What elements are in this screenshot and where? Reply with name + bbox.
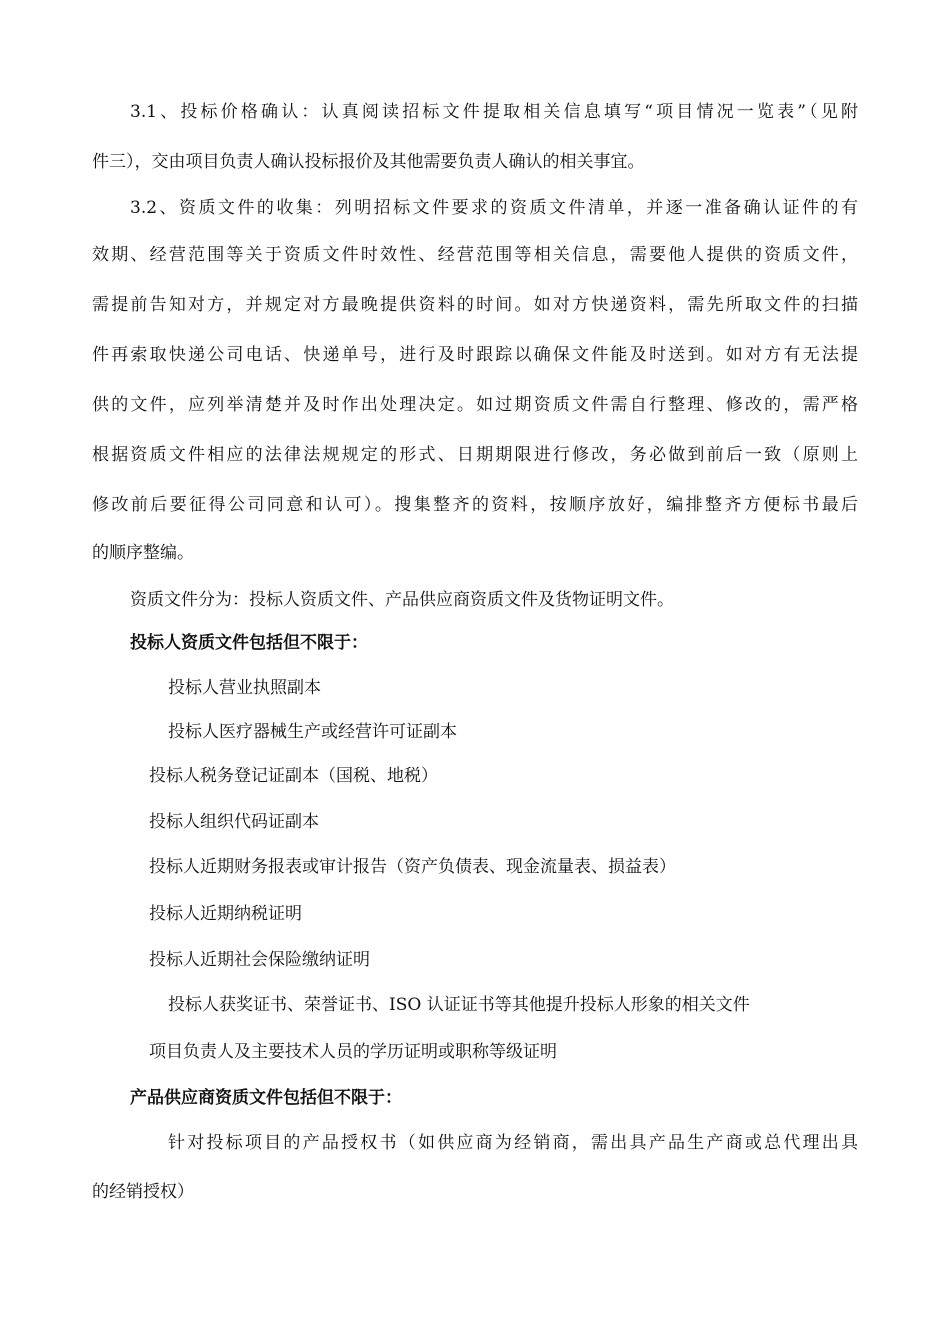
paragraph-3-2-line: 需提前告知对方，并规定对方最晚提供资料的时间。如对方快递资料，需先所取文件的扫描	[92, 295, 858, 315]
supplier-docs-heading: 产品供应商资质文件包括但不限于：	[130, 1088, 402, 1108]
bidder-doc-item: 投标人营业执照副本	[168, 678, 321, 698]
bidder-docs-heading: 投标人资质文件包括但不限于：	[130, 633, 368, 653]
paragraph-3-2-line: 3.2、资质文件的收集：列明招标文件要求的资质文件清单，并逐一准备确认证件的有	[130, 198, 858, 218]
paragraph-3-2-line: 的顺序整编。	[92, 543, 194, 563]
paragraph-3-1-line: 3.1、投标价格确认：认真阅读招标文件提取相关信息填写“项目情况一览表”（见附	[130, 102, 858, 122]
bidder-doc-item: 投标人医疗器械生产或经营许可证副本	[168, 722, 457, 742]
supplier-doc-item-line: 的经销授权）	[92, 1182, 194, 1202]
paragraph-3-2-line: 件再索取快递公司电话、快递单号，进行及时跟踪以确保文件能及时送到。如对方有无法提	[92, 345, 858, 365]
bidder-doc-item: 项目负责人及主要技术人员的学历证明或职称等级证明	[149, 1042, 557, 1062]
paragraph-3-1-line: 件三），交由项目负责人确认投标报价及其他需要负责人确认的相关事宜。	[92, 152, 645, 172]
supplier-doc-item-line: 针对投标项目的产品授权书（如供应商为经销商，需出具产品生产商或总代理出具	[168, 1133, 858, 1153]
bidder-doc-item: 投标人获奖证书、荣誉证书、ISO 认证证书等其他提升投标人形象的相关文件	[168, 995, 750, 1015]
paragraph-3-2-line: 根据资质文件相应的法律法规规定的形式、日期期限进行修改，务必做到前后一致（原则上	[92, 445, 858, 465]
bidder-doc-item: 投标人税务登记证副本（国税、地税）	[149, 766, 438, 786]
paragraph-3-2-line: 供的文件，应列举清楚并及时作出处理决定。如过期资质文件需自行整理、修改的，需严格	[92, 395, 858, 415]
bidder-doc-item: 投标人近期社会保险缴纳证明	[149, 950, 370, 970]
categories-intro: 资质文件分为：投标人资质文件、产品供应商资质文件及货物证明文件。	[130, 590, 674, 610]
paragraph-3-2-line: 效期、经营范围等关于资质文件时效性、经营范围等相关信息，需要他人提供的资质文件，	[92, 245, 858, 265]
bidder-doc-item: 投标人组织代码证副本	[149, 812, 319, 832]
bidder-doc-item: 投标人近期纳税证明	[149, 904, 302, 924]
bidder-doc-item: 投标人近期财务报表或审计报告（资产负债表、现金流量表、损益表）	[149, 857, 676, 877]
paragraph-3-2-line: 修改前后要征得公司同意和认可）。搜集整齐的资料，按顺序放好，编排整齐方便标书最后	[92, 495, 858, 515]
